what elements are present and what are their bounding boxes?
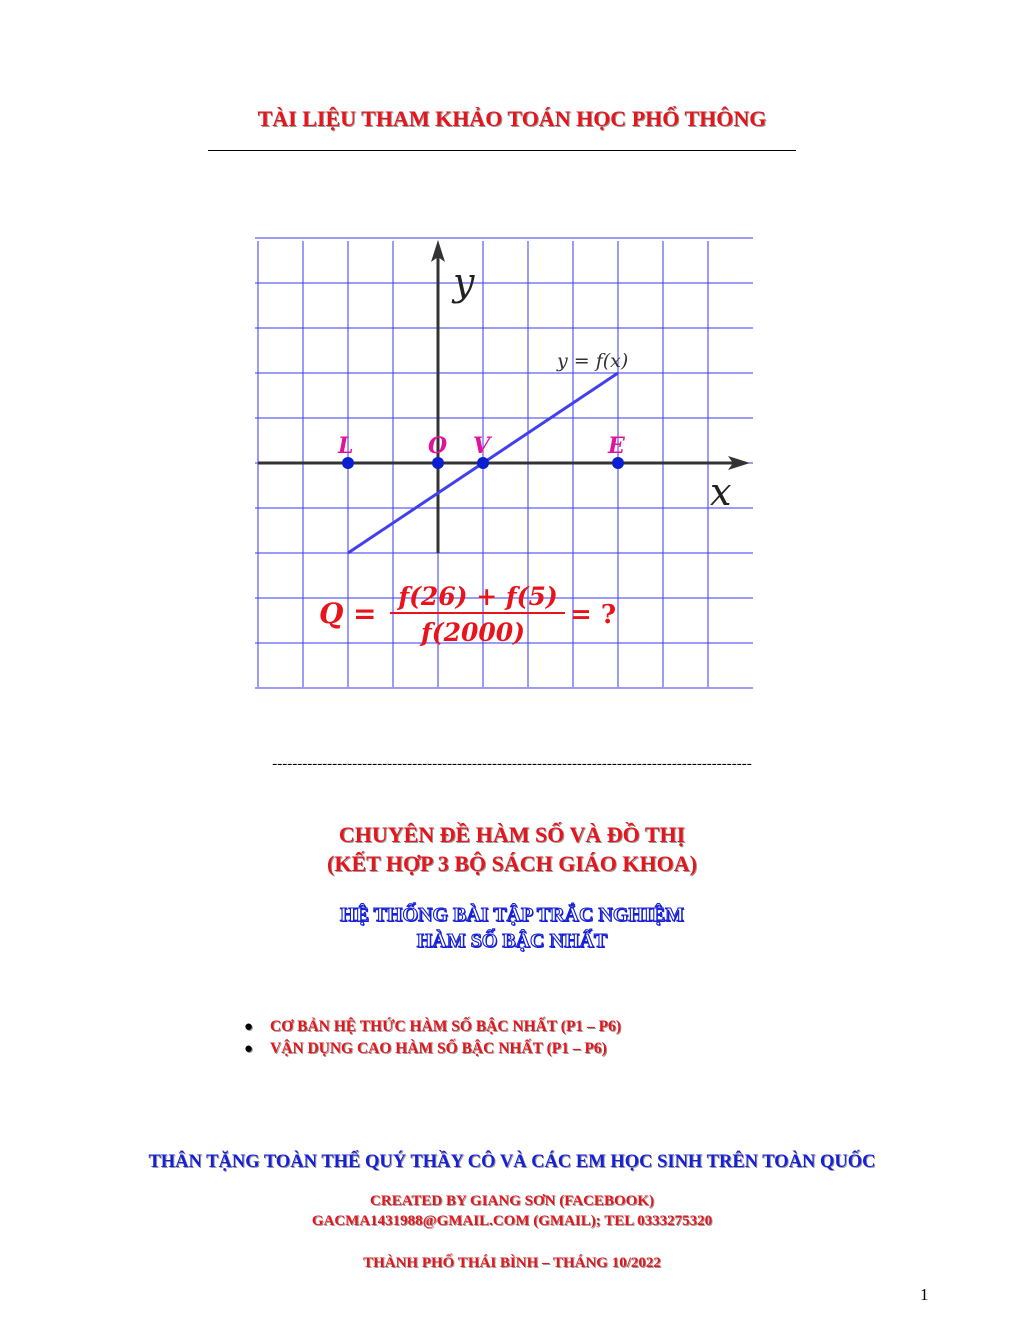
series-title-line1: HỆ THỐNG BÀI TẬP TRẮC NGHIỆM — [340, 904, 684, 926]
topic-list — [240, 1016, 621, 1060]
bullet-icon: ● — [244, 1041, 254, 1057]
bullet-icon: ● — [244, 1019, 254, 1035]
formula-lhs: Q — [319, 597, 344, 630]
contact-info: GACMA1431988@GMAIL.COM (GMAIL); TEL 0333275320 — [311, 1213, 713, 1229]
place-date: THÀNH PHỐ THÁI BÌNH – THÁNG 10/2022 — [363, 1255, 661, 1271]
author-credit: CREATED BY GIANG SƠN (FACEBOOK) — [370, 1193, 654, 1209]
topic-title-line2: (KẾT HỢP 3 BỘ SÁCH GIÁO KHOA) — [327, 851, 697, 876]
section-divider: ------------------------------------------------------------------------------------------------ — [272, 756, 752, 772]
point-label: L — [338, 433, 354, 459]
formula-equals: = — [353, 597, 377, 630]
formula-denominator: f(2000) — [421, 618, 525, 647]
point-label: E — [608, 433, 625, 459]
formula — [319, 582, 616, 647]
page-number: 1 — [920, 1285, 929, 1304]
formula-numerator: f(26) + f(5) — [398, 582, 558, 611]
axes — [258, 240, 750, 553]
x-axis-label: x — [710, 470, 732, 514]
y-axis-label: y — [453, 260, 475, 304]
list-item-text: VẬN DỤNG CAO HÀM SỐ BẬC NHẤT (P1 – P6) — [270, 1040, 607, 1057]
list-item — [240, 1016, 621, 1038]
function-label: y = f(x) — [557, 350, 629, 372]
point-label: O — [428, 433, 448, 459]
title-underline — [208, 150, 796, 151]
function-graph-figure — [255, 237, 765, 692]
document-title: TÀI LIỆU THAM KHẢO TOÁN HỌC PHỔ THÔNG — [257, 106, 767, 131]
series-title-line2: HÀM SỐ BẬC NHẤT — [416, 930, 608, 952]
list-item — [240, 1038, 621, 1060]
point-label: V — [473, 433, 491, 459]
dedication-text: THÂN TẶNG TOÀN THỂ QUÝ THẦY CÔ VÀ CÁC EM HỌC SINH TRÊN TOÀN QUỐC — [148, 1152, 876, 1172]
formula-rhs: = ? — [570, 600, 617, 630]
list-item-text: CƠ BẢN HỆ THỨC HÀM SỐ BẬC NHẤT (P1 – P6) — [270, 1018, 622, 1035]
topic-title-line1: CHUYÊN ĐỀ HÀM SỐ VÀ ĐỒ THỊ — [338, 822, 686, 847]
